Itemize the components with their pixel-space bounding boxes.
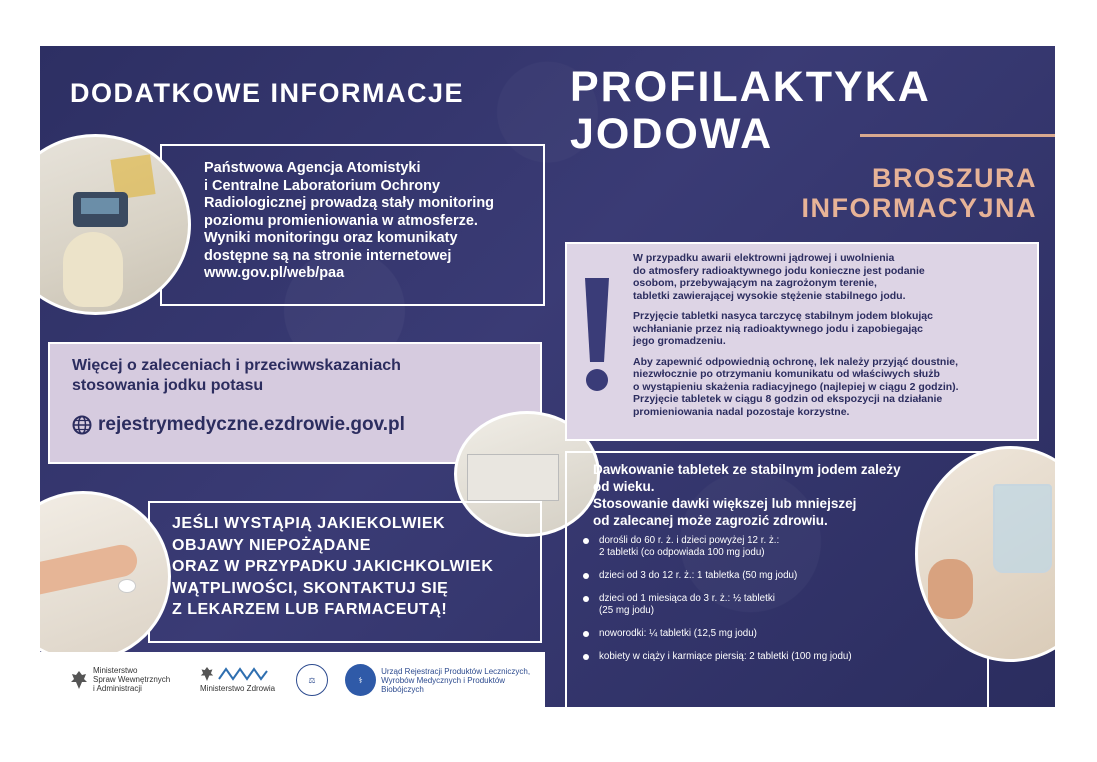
dosage-intro: Dawkowanie tabletek ze stabilnym jodem zależy od wieku. Stosowanie dawki większej lub mniejszej od zalecanej może zagrozić zdrowiu. bbox=[593, 462, 901, 528]
dosage-list bbox=[583, 535, 903, 674]
monitoring-text: Państwowa Agencja Atomistyki i Centralne Laboratorium Ochrony Radiologicznej prowadzą stały monitoring poziomu promieniowania w atmosferze. Wyniki monitoringu oraz komunikaty dostępne są na stronie internetowej www.gov.pl/web/paa bbox=[204, 160, 495, 281]
dosage-item: noworodki: ¼ tabletki (12,5 mg jodu) bbox=[583, 628, 903, 640]
warning-paragraph-3: Aby zapewnić odpowiednią ochronę, lek należy przyjąć doustnie, niezwłocznie po otrzymaniu komunikatu od właściwych służb o wystąpieniu skażenia radiacyjnego (najlepiej w ciągu 2 godzin). Przyjęcie tabletek w ciągu 8 godzin od ekspozycji na działanie promieniowania nadal pozostaje korzystne. bbox=[633, 355, 959, 418]
warning-paragraph-2: Przyjęcie tabletki nasyca tarczycę stabilnym jodem blokując wchłanianie przez nią radioaktywnego jodu i zapobiegając jego gromadzeniu. bbox=[633, 310, 933, 347]
registry-text: Więcej o zaleceniach i przeciwwskazaniach stosowania jodku potasu bbox=[72, 357, 401, 394]
main-title-line2: JODOWA bbox=[570, 110, 774, 158]
subtitle bbox=[801, 163, 1037, 223]
dosage-item: kobiety w ciąży i karmiące piersią: 2 tabletki (100 mg jodu) bbox=[583, 651, 903, 663]
dosage-item: dzieci od 3 do 12 r. ż.: 1 tabletka (50 mg jodu) bbox=[583, 570, 903, 582]
main-title-line1: PROFILAKTYKA bbox=[570, 63, 931, 111]
subtitle-line1: BROSZURA bbox=[872, 163, 1037, 193]
eagle-emblem-icon bbox=[70, 670, 88, 690]
adverse-effects-text: JEŚLI WYSTĄPIĄ JAKIEKOLWIEK OBJAWY NIEPOŻĄDANE ORAZ W PRZYPADKU JAKICHKOLWIEK WĄTPLIWOŚCI, SKONTAKTUJ SIĘ Z LEKARZEM LUB FARMACEUTĄ! bbox=[172, 515, 494, 618]
urpl-seal-icon: ⚕ bbox=[345, 664, 376, 696]
blister-pack-image bbox=[467, 454, 559, 501]
mz-logo bbox=[200, 666, 275, 693]
title-divider bbox=[860, 134, 1055, 137]
pill-image bbox=[118, 579, 136, 593]
eagle-emblem-icon bbox=[200, 666, 214, 682]
dosimeter-device-image bbox=[73, 192, 128, 227]
gloved-hand-image bbox=[63, 232, 123, 307]
mswia-logo-text: Ministerstwo Spraw Wewnętrznych i Administracji bbox=[93, 666, 171, 693]
main-title bbox=[570, 64, 931, 158]
exclamation-icon bbox=[579, 274, 615, 394]
paa-seal-icon: ⚖ bbox=[296, 664, 328, 696]
hand-image bbox=[928, 559, 973, 619]
glass-image bbox=[993, 484, 1052, 573]
subtitle-line2: INFORMACYJNA bbox=[801, 193, 1037, 223]
warning-text bbox=[633, 252, 1028, 426]
mswia-logo bbox=[70, 666, 170, 693]
brochure-sheet bbox=[40, 46, 1055, 707]
footer-logos bbox=[40, 652, 545, 707]
warning-paragraph-1: W przypadku awarii elektrowni jądrowej i uwolnienia do atmosfery radioaktywnego jodu konieczne jest podanie osobom, przebywającym na zagrożonym terenie, tabletki zawierającej wysokie stężenie stabilnego jodu. bbox=[633, 252, 925, 302]
urpl-logo bbox=[345, 664, 545, 696]
dosage-item: dorośli do 60 r. ż. i dzieci powyżej 12 r. ż.: 2 tabletki (co odpowiada 100 mg jodu) bbox=[583, 535, 903, 559]
adverse-effects-box bbox=[148, 501, 542, 643]
additional-info-heading: DODATKOWE INFORMACJE bbox=[70, 78, 464, 108]
mz-logo-text: Ministerstwo Zdrowia bbox=[200, 684, 276, 693]
monitoring-box bbox=[160, 144, 545, 306]
warning-box bbox=[565, 242, 1039, 441]
paa-logo bbox=[296, 664, 328, 696]
dosage-item: dzieci od 1 miesiąca do 3 r. ż.: ½ tabletki (25 mg jodu) bbox=[583, 593, 903, 617]
urpl-logo-text: Urząd Rejestracji Produktów Leczniczych, Wyrobów Medycznych i Produktów Biobójczych bbox=[381, 666, 531, 694]
globe-icon bbox=[72, 415, 92, 435]
mz-wave-icon bbox=[218, 667, 268, 681]
registry-link[interactable] bbox=[72, 414, 405, 436]
registry-link-text[interactable]: rejestrymedyczne.ezdrowie.gov.pl bbox=[98, 414, 405, 435]
